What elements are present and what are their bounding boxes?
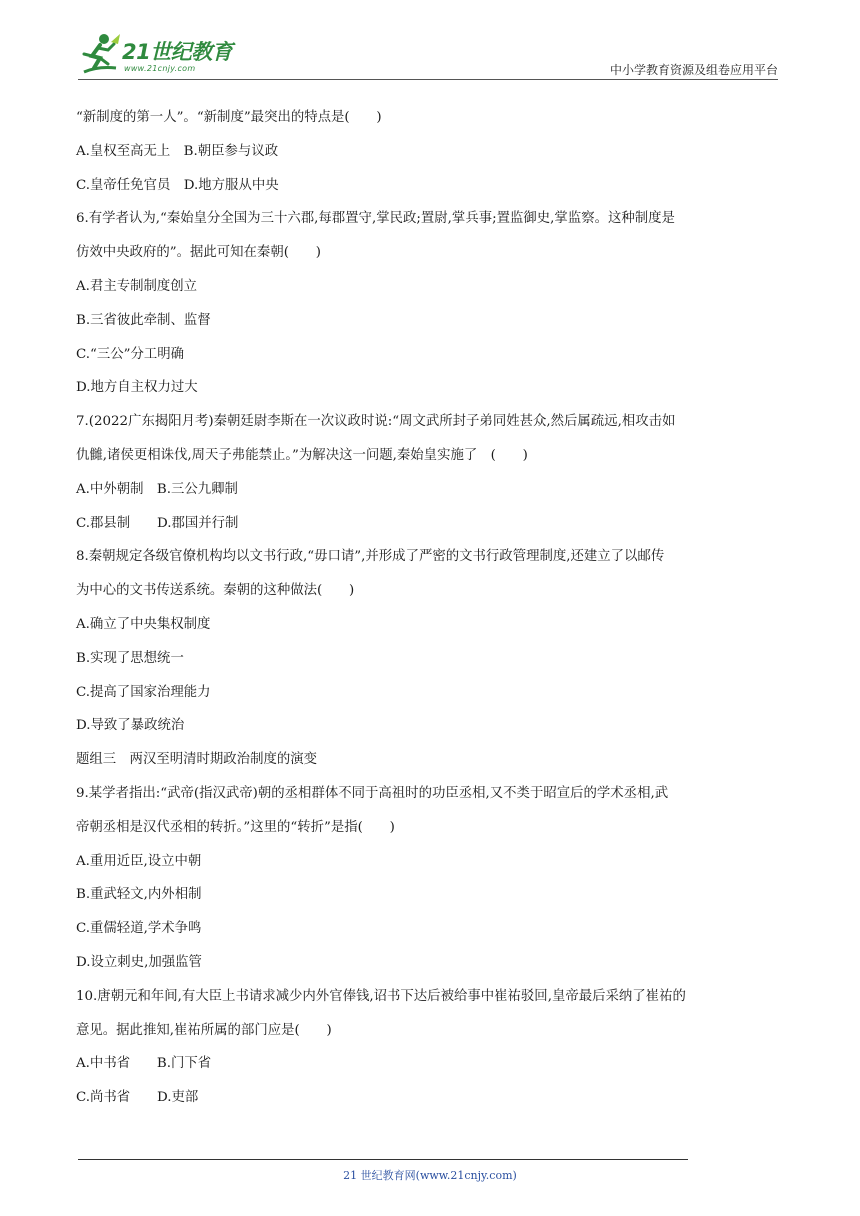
header-divider [78,79,778,80]
text-line: 仿效中央政府的”。据此可知在秦朝( ) [76,245,321,261]
logo [78,30,248,80]
text-line: 仇雠,诸侯更相诛伐,周天子弗能禁止。”为解决这一问题,秦始皇实施了 ( ) [76,447,528,463]
runner-logo-icon [78,32,122,78]
section-heading: 题组三 两汉至明清时期政治制度的演变 [76,752,318,768]
option-line: C.皇帝任免官员 D.地方服从中央 [76,177,279,193]
option-line: C.提高了国家治理能力 [76,684,211,700]
text-line: 意见。据此推知,崔祐所属的部门应是( ) [76,1022,332,1038]
logo-text: 21世纪教育 [122,40,233,64]
question-9: 9.某学者指出:“武帝(指汉武帝)朝的丞相群体不同于高祖时的功臣丞相,又不类于昭宣后的学术丞相,武 [76,785,669,801]
logo-url: www.21cnjy.com [124,64,196,73]
option-line: C.郡县制 D.郡国并行制 [76,515,239,531]
option-line: C.尚书省 D.吏部 [76,1090,199,1106]
option-line: B.重武轻文,内外相制 [76,887,202,903]
option-line: A.中外朝制 B.三公九卿制 [76,481,238,497]
text-line: 为中心的文书传送系统。秦朝的这种做法( ) [76,583,355,599]
footer-link[interactable]: 21 世纪教育网(www.21cnjy.com) [343,1169,517,1182]
option-line: A.皇权至高无上 B.朝臣参与议政 [76,143,279,159]
footer-divider [78,1159,688,1160]
option-line: D.导致了暴政统治 [76,718,185,734]
question-content [76,108,786,1122]
question-10: 10.唐朝元和年间,有大臣上书请求减少内外官俸钱,诏书下达后被给事中崔祐驳回,皇帝最后采纳了崔祐的 [76,988,686,1004]
question-8: 8.秦朝规定各级官僚机构均以文书行政,“毋口请”,并形成了严密的文书行政管理制度,还建立了以邮传 [76,549,665,565]
page-header [78,30,778,80]
option-line: A.君主专制制度创立 [76,278,198,294]
option-line: B.实现了思想统一 [76,650,184,666]
option-line: A.中书省 B.门下省 [76,1056,212,1072]
option-line: C.重儒轻道,学术争鸣 [76,921,202,937]
platform-name: 中小学教育资源及组卷应用平台 [609,63,778,77]
option-line: A.确立了中央集权制度 [76,616,211,632]
option-line: B.三省彼此牵制、监督 [76,312,211,328]
option-line: A.重用近臣,设立中朝 [76,853,202,869]
option-line: D.地方自主权力过大 [76,380,198,396]
text-line: “新制度的第一人”。“新制度”最突出的特点是( ) [76,110,382,125]
question-6: 6.有学者认为,“秦始皇分全国为三十六郡,每郡置守,掌民政;置尉,掌兵事;置监御史,掌监察。这种制度是 [76,211,675,227]
option-line: C.“三公”分工明确 [76,346,185,362]
question-7: 7.(2022广东揭阳月考)秦朝廷尉李斯在一次议政时说:“周文武所封子弟同姓甚众,然后属疏远,相攻击如 [76,414,676,430]
option-line: D.设立刺史,加强监管 [76,954,202,970]
text-line: 帝朝丞相是汉代丞相的转折。”这里的“转折”是指( ) [76,819,395,835]
